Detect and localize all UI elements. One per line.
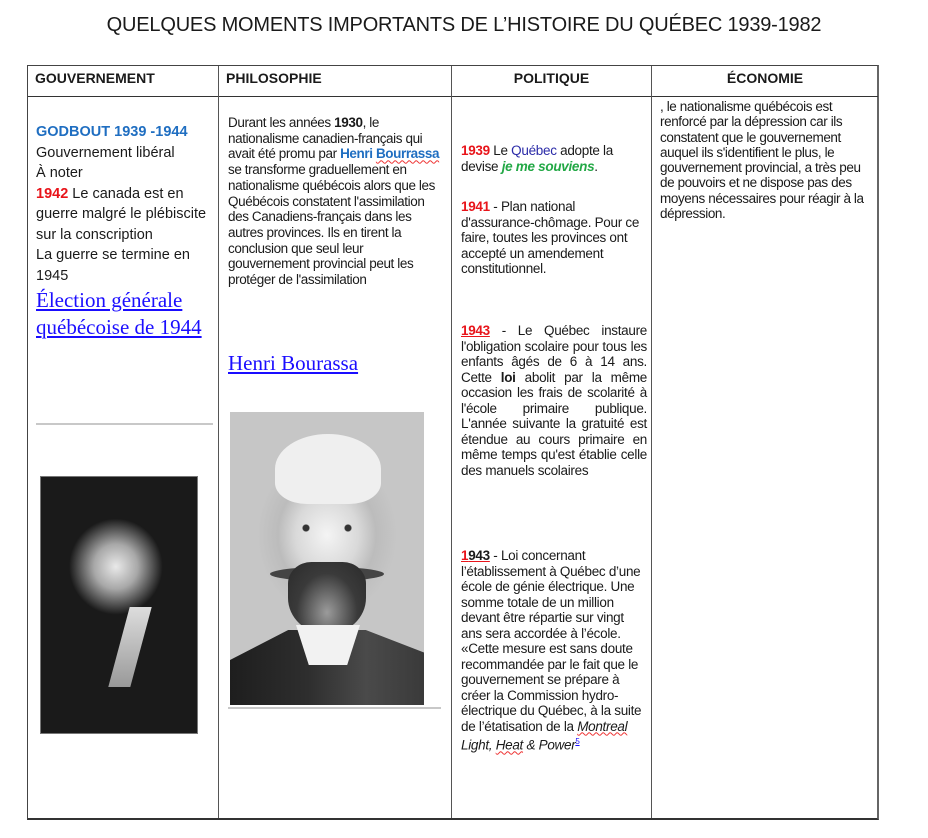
text-run: Le: [489, 143, 512, 158]
text-run: abolit par la même occasion les frais de scolarité à l'école primaire publique. L'année suivante la gratuité est étendue au cours primaire en même temps qu'est établie celle des manuels scolaires: [461, 369, 647, 478]
year-digit: 1: [461, 548, 469, 563]
cell-philosophie: [219, 98, 451, 818]
event-text: Le canada est en guerre malgré le plébiscite sur la conscription: [36, 185, 207, 243]
header-economie: ÉCONOMIE: [652, 66, 878, 97]
text-run: Light,: [461, 737, 496, 753]
godbout-heading: GODBOUT 1939 -1944: [36, 124, 188, 140]
header-gouvernement: GOUVERNEMENT: [28, 66, 218, 97]
text-run: - Le Québec instaure l'obligation scolaire pour tous les enfants âgés de 6 à 14 ans. Cette: [461, 323, 647, 385]
photo-detail: [108, 607, 151, 687]
text-run: Heat: [495, 737, 524, 753]
text-run: - Loi concernant l’établissement à Québec d’une école de génie électrique. Une somme totale de un million devant être répartie sur vingt ans sera accordée à l’école. «Cette mesure est sans doute recommandée par le fait que le gouvernement se prépare à créer la Commission hydro-électrique du Québec, à la suite de l’étatisation de la: [461, 548, 642, 734]
link-part: Henri: [340, 146, 376, 162]
text-run: adopte la devise: [461, 143, 613, 174]
photo-detail: [288, 562, 366, 634]
event-1939: [461, 143, 647, 174]
event-1943-scolaire: [461, 323, 647, 478]
photo-detail: [292, 524, 362, 532]
divider: [36, 423, 213, 425]
election-1944-link[interactable]: Élection générale québécoise de 1944: [36, 288, 202, 339]
divider: [228, 707, 441, 709]
history-table: [27, 65, 879, 820]
quebec-link[interactable]: Québec: [511, 143, 557, 158]
philosophie-text: [228, 115, 446, 288]
text-run: Montreal: [577, 718, 628, 734]
event-year-link[interactable]: [461, 548, 490, 563]
gov-event-1942: [36, 184, 214, 246]
column-politique: [452, 66, 652, 818]
economie-text: , le nationalisme québécois est renforcé par la dépression car ils constatent que le gouvernement auquel ils s'identifient le plus, le gouvernement provincial, a très peu de pouvoirs et ne dispose pas des moyens nécessaires pour réagir à la dépression.: [660, 99, 864, 222]
loi-bold: loi: [500, 369, 516, 385]
text-run: &: [523, 737, 539, 753]
column-philosophie: [219, 66, 452, 818]
year-digits: 943: [468, 548, 490, 563]
event-year-link[interactable]: 1943: [461, 323, 490, 338]
event-year: 1942: [36, 185, 69, 202]
event-1941: [461, 199, 647, 277]
gov-line-noter: À noter: [36, 165, 83, 181]
text-run: Power: [538, 737, 576, 753]
header-philosophie: PHILOSOPHIE: [219, 66, 451, 97]
cell-gouvernement: [28, 98, 218, 818]
henri-bourassa-link[interactable]: Henri Bourassa: [228, 351, 359, 375]
column-gouvernement: [28, 66, 219, 818]
text-run: Durant les années: [228, 115, 335, 130]
gov-line-guerre: La guerre se termine en 1945: [36, 247, 190, 284]
gov-line-liberal: Gouvernement libéral: [36, 144, 175, 161]
year-1930: 1930: [334, 115, 363, 130]
photo-detail: [275, 434, 381, 504]
text-run: - Plan national d'assurance-chômage. Pour ce faire, toutes les provinces ont accepté un amendement constitutionnel.: [461, 199, 640, 276]
event-year: 1939: [461, 143, 490, 158]
event-1943-genie: [461, 548, 647, 753]
header-politique: POLITIQUE: [452, 66, 651, 97]
devise-text: je me souviens: [501, 158, 595, 174]
footnote-link[interactable]: 5: [575, 737, 580, 746]
page-title: QUELQUES MOMENTS IMPORTANTS DE L’HISTOIRE DU QUÉBEC 1939-1982: [106, 14, 822, 36]
portrait-bourassa-image: [230, 412, 424, 705]
column-economie: [652, 66, 878, 818]
text-run: se transforme graduellement en nationalisme québécois alors que les Québécois constatent l'assimilation des Canadiens-français dans les autres provinces. Ils en tirent la conclusion que seul leur gouvernement provincial peut les protéger de l'assimilation: [228, 162, 435, 288]
cell-economie: [652, 98, 878, 818]
portrait-godbout-image: [40, 476, 198, 734]
text-run: , le nationalisme canadien-français qui avait été promu par: [228, 115, 423, 162]
henri-bourrassa-link[interactable]: [340, 146, 439, 161]
text-run: .: [594, 158, 598, 174]
event-year: 1941: [461, 199, 490, 214]
gouvernement-text: [36, 122, 214, 341]
link-part: Bourrassa: [375, 146, 440, 162]
cell-politique: [452, 98, 651, 818]
